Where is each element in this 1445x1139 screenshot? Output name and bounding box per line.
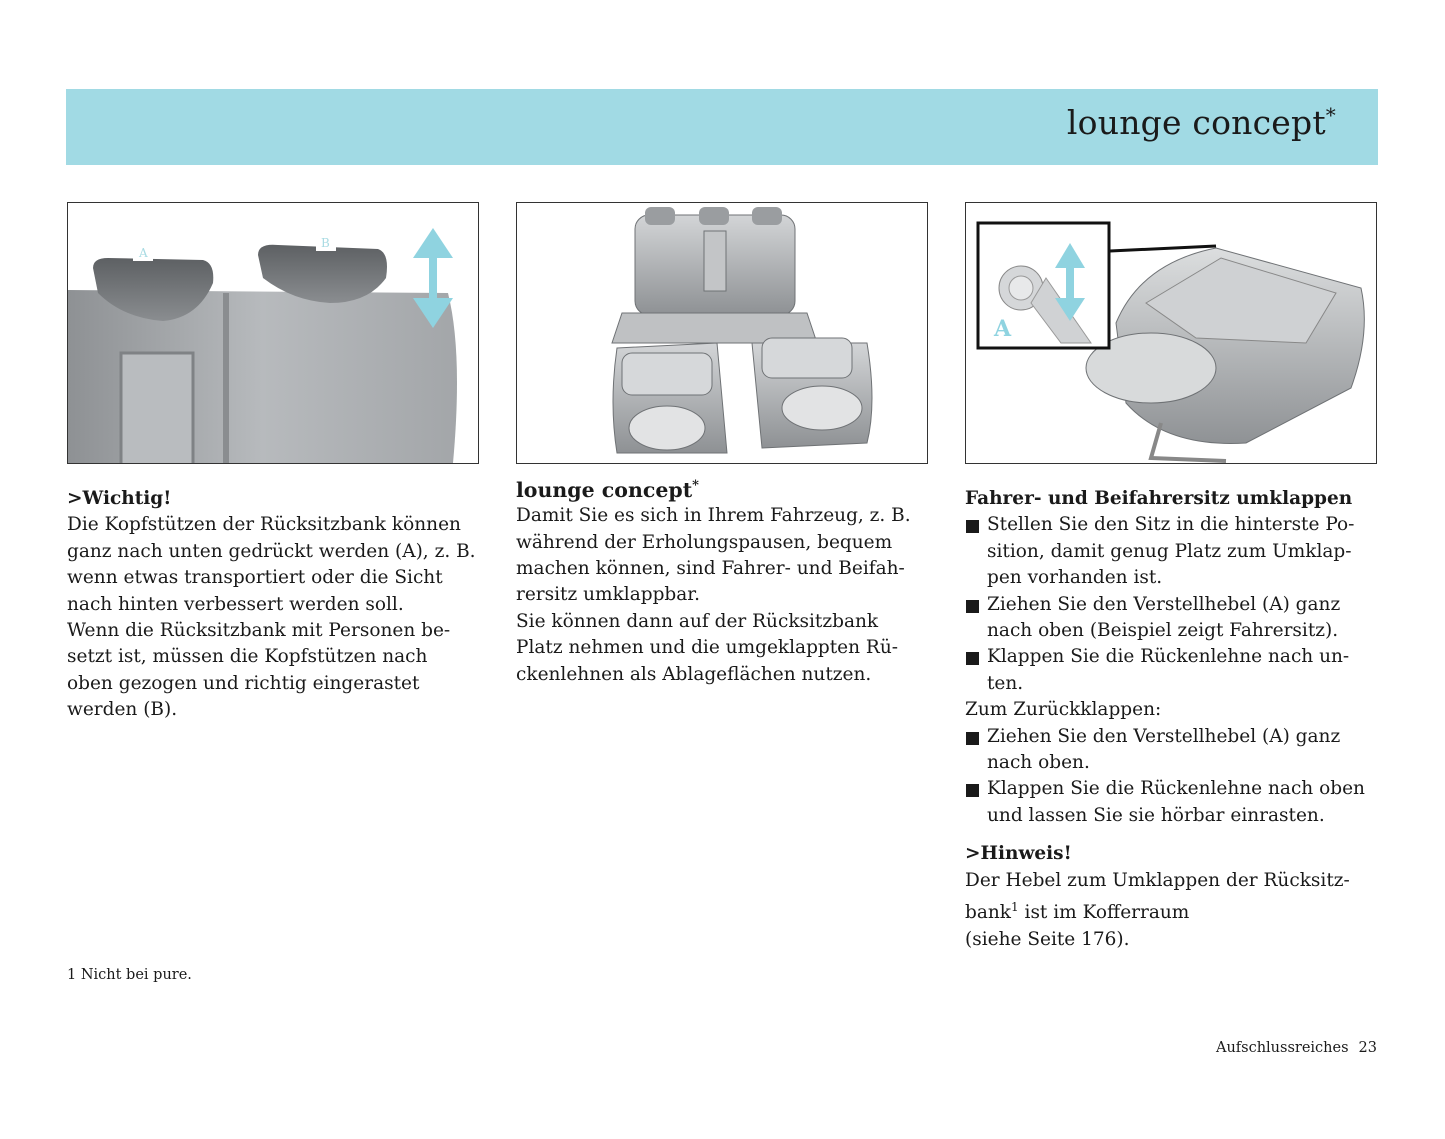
column-important [67,486,487,724]
important-heading: >Wichtig! [67,488,172,509]
text-line: machen können, sind Fahrer- und Beifah- [516,558,905,580]
label-a: A [139,246,148,260]
text-line: ganz nach unten gedrückt werden (A), z. B. [67,540,476,562]
page-footer [1206,1040,1377,1056]
text: ist im Kofferraum [1018,902,1190,924]
figure-lounge-concept [516,202,928,464]
note-heading: >Hinweis! [965,843,1072,865]
seat-fold-heading: Fahrer- und Beifahrersitz umklappen [965,488,1353,509]
text: bank [965,902,1011,924]
text: Ziehen Sie den Verstellhebel (A) ganz [987,725,1341,747]
column-seat-fold [965,486,1385,953]
text-line: Die Kopfstützen der Rücksitzbank können [67,514,461,536]
lounge-illustration [517,203,927,463]
bullet-line: nach oben (Beispiel zeigt Fahrersitz). [987,620,1339,642]
bullet-line [965,512,1385,538]
text-line: Sie können dann auf der Rücksitzbank [516,610,879,632]
label-a: A [994,316,1012,342]
text-line: während der Erholungspausen, bequem [516,531,893,553]
bullet-line [965,644,1385,670]
bullet-square-icon [966,600,979,613]
bullet-square-icon [966,520,979,533]
headrest-illustration [68,203,478,463]
footer-section: Aufschlussreiches [1215,1040,1349,1056]
bullet-line [965,592,1385,618]
bullet-line: ten. [987,672,1024,694]
bullet-item [965,724,1385,777]
footnote: 1 Nicht bei pure. [67,967,192,983]
text-line: Damit Sie es sich in Ihrem Fahrzeug, z. B. [516,505,911,527]
text: Ziehen Sie den Verstellhebel (A) ganz [987,593,1341,615]
text-line: rersitz umklappbar. [516,584,700,606]
header-banner [66,89,1378,165]
text-line: werden (B). [67,699,178,721]
text-line [965,894,1385,927]
subheading: Zum Zurückklappen: [965,699,1162,721]
seat-illustration [966,203,1376,463]
bullet-square-icon [966,652,979,665]
label-b: B [321,236,330,250]
page-title-text: lounge concept [1066,103,1326,142]
bullet-item [965,644,1385,697]
bullet-item [965,592,1385,645]
column-lounge [516,473,936,688]
text-line: oben gezogen und richtig eingerastet [67,672,420,694]
text-line: nach hinten verbessert werden soll. [67,593,404,615]
asterisk: * [692,478,699,493]
bullet-line [965,724,1385,750]
bullet-line [965,776,1385,802]
bullet-square-icon [966,732,979,745]
page-title [1067,103,1336,142]
bullet-item [965,512,1385,591]
bullet-line: sition, damit genug Platz zum Umklap- [987,540,1352,562]
bullet-line: nach oben. [987,752,1090,774]
text: Stellen Sie den Sitz in die hinterste Po- [987,514,1355,536]
text-line: (siehe Seite 176). [965,928,1130,950]
bullet-item [965,776,1385,829]
page-number: 23 [1358,1040,1377,1056]
figure-headrests [67,202,479,464]
text: Klappen Sie die Rückenlehne nach un- [987,646,1350,668]
lounge-heading [516,473,936,503]
asterisk: * [1325,103,1336,127]
text-line: setzt ist, müssen die Kopfstützen nach [67,646,428,668]
text-line: Wenn die Rücksitzbank mit Personen be- [67,620,451,642]
text-line: wenn etwas transportiert oder die Sicht [67,567,443,589]
text: Klappen Sie die Rückenlehne nach oben [987,778,1365,800]
text-line: ckenlehnen als Ablageflächen nutzen. [516,663,872,685]
text-line: Platz nehmen und die umgeklappten Rü- [516,637,899,659]
footnote-ref: 1 [1011,900,1019,915]
figure-seat-fold [965,202,1377,464]
lounge-heading-text: lounge concept [516,477,693,502]
bullet-line: und lassen Sie sie hörbar einrasten. [987,804,1325,826]
bullet-line: pen vorhanden ist. [987,567,1163,589]
bullet-square-icon [966,784,979,797]
text-line: Der Hebel zum Umklappen der Rücksitz- [965,869,1350,891]
